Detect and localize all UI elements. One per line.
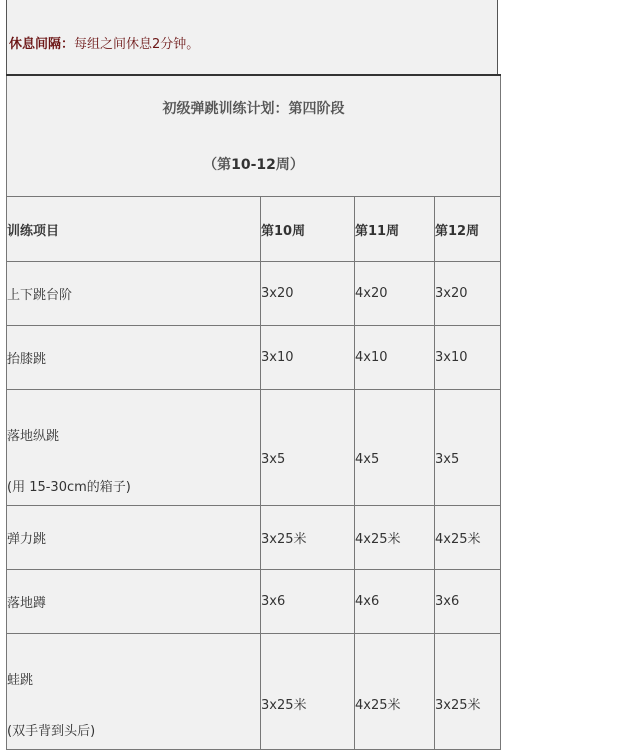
week-10-value: 3x20 [261, 262, 355, 326]
plan-subtitle-suffix: 周） [275, 157, 304, 173]
header-exercise: 训练项目 [7, 197, 261, 262]
week-11-value: 4x6 [355, 570, 435, 634]
exercise-name: 落地蹲 [7, 570, 261, 634]
plan-title: 初级弹跳训练计划：第四阶段 [162, 101, 345, 117]
plan-subtitle [7, 154, 500, 174]
table-row [7, 262, 501, 326]
exercise-name: 上下跳台阶 [7, 262, 261, 326]
exercise-name: 蛙跳 [7, 672, 34, 688]
rest-interval-box [6, 23, 498, 75]
exercise-note: (双手背到头后) [7, 723, 96, 739]
exercise-cell [7, 390, 261, 506]
week-11-value: 4x20 [355, 262, 435, 326]
table-row [7, 634, 501, 750]
week-12-cell [435, 390, 501, 506]
table-row [7, 390, 501, 506]
rest-interval-label: 休息间隔： [9, 37, 75, 52]
exercise-name: 弹力跳 [7, 506, 261, 570]
plan-title-cell [7, 75, 501, 197]
week-10-cell [261, 390, 355, 506]
header-week-12: 第12周 [435, 197, 501, 262]
week-10-cell [261, 634, 355, 750]
title-row [7, 75, 501, 197]
week-12-value: 3x25米 [435, 698, 481, 713]
week-11-cell [355, 634, 435, 750]
exercise-cell [7, 634, 261, 750]
plan-subtitle-prefix: （第 [203, 157, 232, 173]
table-row [7, 570, 501, 634]
header-row [7, 197, 501, 262]
exercise-name: 落地纵跳 [7, 428, 60, 444]
exercise-name: 抬膝跳 [7, 326, 261, 390]
week-11-value: 4x25米 [355, 506, 435, 570]
week-10-value: 3x10 [261, 326, 355, 390]
table-row [7, 326, 501, 390]
week-10-value: 3x6 [261, 570, 355, 634]
header-week-10: 第10周 [261, 197, 355, 262]
exercise-note: (用 15-30cm的箱子) [7, 479, 131, 495]
header-week-11: 第11周 [355, 197, 435, 262]
table-row [7, 506, 501, 570]
week-12-cell [435, 634, 501, 750]
week-10-value: 3x25米 [261, 698, 307, 713]
previous-section-box [6, 0, 498, 24]
week-12-value: 4x25米 [435, 506, 501, 570]
week-11-value: 4x10 [355, 326, 435, 390]
plan-subtitle-weeks: 10-12 [231, 157, 276, 173]
week-12-value: 3x10 [435, 326, 501, 390]
week-10-value: 3x25米 [261, 506, 355, 570]
rest-interval-value: 每组之间休息2分钟。 [74, 37, 200, 52]
week-11-cell [355, 390, 435, 506]
week-12-value: 3x6 [435, 570, 501, 634]
week-12-value: 3x20 [435, 262, 501, 326]
week-11-value: 4x25米 [355, 698, 401, 713]
training-plan-table [6, 74, 501, 750]
week-11-value: 4x5 [355, 452, 380, 467]
week-10-value: 3x5 [261, 452, 286, 467]
week-12-value: 3x5 [435, 452, 460, 467]
rest-interval-text [9, 33, 199, 52]
